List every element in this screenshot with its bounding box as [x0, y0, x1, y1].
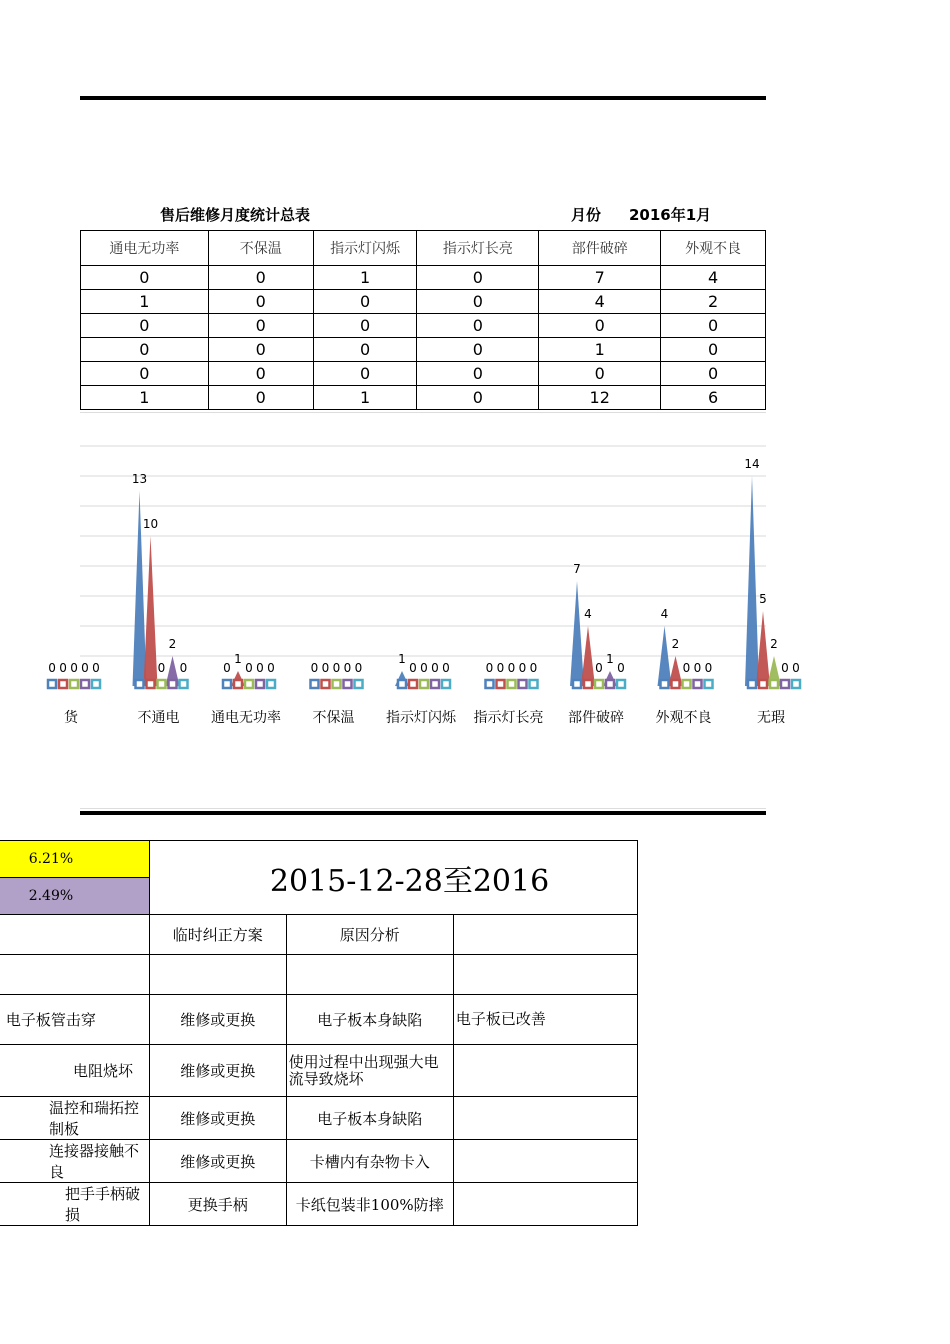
fix-cell: 维修或更换	[149, 995, 286, 1045]
table-cell: 4	[539, 290, 661, 314]
chart-marker	[781, 680, 789, 688]
chart-marker	[519, 680, 527, 688]
table-row	[81, 314, 766, 338]
analysis-cell: 电子板本身缺陷	[286, 995, 453, 1045]
data-label: 0	[431, 661, 439, 675]
chart-marker	[245, 680, 253, 688]
chart-marker	[223, 680, 231, 688]
data-label: 2	[770, 637, 778, 651]
category-label: 不通电	[137, 710, 180, 726]
chart-marker	[311, 680, 319, 688]
data-label: 13	[131, 472, 148, 486]
chart-peak	[144, 536, 158, 686]
data-label: 0	[81, 661, 89, 675]
data-label: 0	[409, 661, 417, 675]
chart-marker	[81, 680, 89, 688]
improvement-cell	[453, 1045, 637, 1097]
chart-marker	[617, 680, 625, 688]
chart-marker	[497, 680, 505, 688]
table-cell: 0	[208, 314, 313, 338]
table-row	[81, 290, 766, 314]
header-temp-fix: 临时纠正方案	[149, 915, 286, 955]
fix-cell: 维修或更换	[149, 1045, 286, 1097]
chart-marker	[267, 680, 275, 688]
data-label: 0	[529, 661, 538, 675]
chart-marker	[59, 680, 67, 688]
rate-2: 2.49%	[0, 878, 149, 915]
data-label: 7	[573, 562, 581, 576]
table-cell: 4	[661, 266, 766, 290]
chart-marker	[158, 680, 166, 688]
data-label: 0	[267, 661, 275, 675]
chart-marker	[792, 680, 800, 688]
data-label: 0	[59, 661, 67, 675]
data-label: 0	[617, 661, 625, 675]
table-row	[81, 338, 766, 362]
table-row	[0, 1140, 638, 1183]
data-label: 5	[759, 592, 767, 606]
table-cell	[0, 955, 149, 995]
chart-marker	[431, 680, 439, 688]
chart-marker	[256, 680, 264, 688]
chart-marker	[322, 680, 330, 688]
analysis-cell: 电子板本身缺陷	[286, 1097, 453, 1140]
category-label: 指示灯长亮	[473, 710, 544, 726]
data-label: 0	[496, 661, 505, 675]
table-row	[0, 955, 638, 995]
data-label: 0	[485, 661, 494, 675]
table-cell: 0	[81, 362, 209, 386]
data-label: 10	[142, 517, 159, 531]
table-cell: 0	[81, 266, 209, 290]
summary-table	[80, 230, 766, 410]
data-label: 1	[234, 652, 242, 666]
chart-marker	[48, 680, 56, 688]
data-label: 4	[584, 607, 592, 621]
table-cell: 2	[661, 290, 766, 314]
data-label: 0	[693, 661, 702, 675]
data-label: 0	[256, 661, 264, 675]
data-label: 2	[671, 637, 680, 651]
chart-marker	[672, 680, 680, 688]
defect-chart	[48, 412, 800, 809]
header-cell: 指示灯闪烁	[313, 231, 417, 266]
category-label: 外观不良	[655, 710, 712, 726]
table-cell: 0	[417, 362, 539, 386]
category-label: 货	[64, 710, 78, 726]
table-row	[81, 386, 766, 410]
chart-marker	[508, 680, 516, 688]
data-label: 0	[792, 661, 800, 675]
header-analysis: 原因分析	[286, 915, 453, 955]
data-label: 0	[92, 661, 100, 675]
chart-marker	[573, 680, 581, 688]
top-rule	[80, 96, 766, 100]
chart-marker	[694, 680, 702, 688]
data-label: 0	[223, 661, 231, 675]
data-label: 0	[781, 661, 789, 675]
table-cell: 1	[81, 386, 209, 410]
table-cell: 0	[81, 338, 209, 362]
chart-marker	[759, 680, 767, 688]
data-label: 0	[310, 661, 319, 675]
issues-section	[5, 840, 766, 1224]
table-cell	[149, 955, 286, 995]
data-label: 0	[321, 661, 330, 675]
table-row	[0, 1045, 638, 1097]
improvement-cell: 电子板已改善	[453, 995, 637, 1045]
table-cell: 0	[313, 314, 417, 338]
improvement-cell	[453, 1140, 637, 1183]
month-label: 月份	[571, 206, 602, 224]
table-cell: 0	[539, 314, 661, 338]
header-cell: 通电无功率	[81, 231, 209, 266]
table-cell: 0	[208, 266, 313, 290]
category-label: 无瑕	[757, 710, 785, 726]
cause-cell: 温控和瑞拓控制板	[0, 1097, 149, 1140]
category-label: 指示灯闪烁	[386, 710, 456, 726]
chart-peak	[756, 611, 770, 686]
fix-cell: 维修或更换	[149, 1097, 286, 1140]
data-label: 0	[343, 661, 352, 675]
table-cell: 0	[417, 386, 539, 410]
improvement-cell	[453, 1097, 637, 1140]
fix-cell: 维修或更换	[149, 1140, 286, 1183]
table-row	[0, 995, 638, 1045]
chart-marker	[355, 680, 363, 688]
table-cell: 0	[661, 362, 766, 386]
category-label: 部件破碎	[568, 710, 624, 726]
chart-marker	[683, 680, 691, 688]
issues-table	[0, 840, 638, 1226]
analysis-cell: 使用过程中出现强大电流导致烧坏	[286, 1045, 453, 1097]
table-cell: 0	[313, 290, 417, 314]
chart-marker	[606, 680, 614, 688]
period-title: 2015-12-28至2016	[149, 841, 637, 915]
summary-header-row	[81, 231, 766, 266]
table-cell: 12	[539, 386, 661, 410]
chart-marker	[420, 680, 428, 688]
chart-marker	[584, 680, 592, 688]
chart-marker	[595, 680, 603, 688]
chart-marker	[234, 680, 242, 688]
table-cell: 0	[208, 338, 313, 362]
data-label: 0	[704, 661, 713, 675]
table-cell: 0	[661, 338, 766, 362]
data-label: 0	[518, 661, 527, 675]
table-cell: 0	[313, 362, 417, 386]
chart-marker	[661, 680, 669, 688]
table-row	[81, 362, 766, 386]
chart-marker	[705, 680, 713, 688]
chart-marker	[486, 680, 494, 688]
data-label: 0	[354, 661, 363, 675]
table-row	[0, 1183, 638, 1226]
chart-marker	[530, 680, 538, 688]
data-label: 0	[507, 661, 516, 675]
table-cell: 6	[661, 386, 766, 410]
chart-marker	[333, 680, 341, 688]
chart-marker	[442, 680, 450, 688]
table-cell: 0	[208, 362, 313, 386]
data-label: 2	[168, 637, 177, 651]
category-label: 通电无功率	[211, 710, 281, 726]
cause-cell: 连接器接触不良	[0, 1140, 149, 1183]
table-cell: 0	[417, 314, 539, 338]
chart-marker	[398, 680, 406, 688]
header-extra	[453, 915, 637, 955]
table-cell	[286, 955, 453, 995]
table-cell: 0	[417, 338, 539, 362]
data-label: 0	[595, 661, 603, 675]
cause-cell: 电子板管击穿	[0, 995, 149, 1045]
table-cell: 0	[539, 362, 661, 386]
chart-svg	[48, 413, 800, 808]
header-cell: 不保温	[208, 231, 313, 266]
table-cell: 0	[81, 314, 209, 338]
data-label: 0	[157, 661, 166, 675]
chart-marker	[344, 680, 352, 688]
fix-cell: 更换手柄	[149, 1183, 286, 1226]
table-cell: 0	[417, 266, 539, 290]
cause-cell: 把手手柄破损	[0, 1183, 149, 1226]
issues-header-row	[0, 915, 638, 955]
table-cell: 0	[417, 290, 539, 314]
table-cell: 1	[81, 290, 209, 314]
data-label: 0	[70, 661, 78, 675]
data-label: 14	[744, 457, 760, 471]
table-row	[81, 266, 766, 290]
chart-marker	[180, 680, 188, 688]
header-cell: 外观不良	[661, 231, 766, 266]
chart-marker	[136, 680, 144, 688]
data-label: 0	[332, 661, 341, 675]
data-label: 0	[245, 661, 253, 675]
table-cell: 1	[539, 338, 661, 362]
analysis-cell: 卡槽内有杂物卡入	[286, 1140, 453, 1183]
table-row	[0, 1097, 638, 1140]
data-label: 0	[420, 661, 428, 675]
table-cell: 0	[313, 338, 417, 362]
chart-peak	[570, 581, 584, 686]
data-label: 0	[179, 661, 188, 675]
header-cause	[0, 915, 149, 955]
data-label: 0	[48, 661, 56, 675]
rate-row-1	[0, 841, 638, 878]
improvement-cell	[453, 1183, 637, 1226]
table-cell: 0	[661, 314, 766, 338]
month-value: 2016年1月	[629, 206, 712, 224]
report-title: 售后维修月度统计总表	[160, 206, 311, 224]
chart-marker	[748, 680, 756, 688]
data-label: 4	[660, 607, 669, 621]
chart-marker	[147, 680, 155, 688]
chart-marker	[770, 680, 778, 688]
chart-marker	[92, 680, 100, 688]
table-cell: 7	[539, 266, 661, 290]
data-label: 1	[606, 652, 614, 666]
table-cell: 0	[208, 290, 313, 314]
analysis-cell: 卡纸包装非100%防摔	[286, 1183, 453, 1226]
chart-marker	[70, 680, 78, 688]
table-cell: 1	[313, 386, 417, 410]
data-label: 1	[398, 652, 406, 666]
cause-cell: 电阻烧坏	[0, 1045, 149, 1097]
data-label: 0	[682, 661, 691, 675]
header-cell: 指示灯长亮	[417, 231, 539, 266]
table-cell: 0	[208, 386, 313, 410]
table-cell	[453, 955, 637, 995]
data-label: 0	[442, 661, 450, 675]
rate-1: 6.21%	[0, 841, 149, 878]
category-label: 不保温	[312, 710, 355, 726]
section-rule	[80, 811, 766, 815]
header-cell: 部件破碎	[539, 231, 661, 266]
chart-marker	[409, 680, 417, 688]
chart-peak	[745, 476, 759, 686]
table-cell: 1	[313, 266, 417, 290]
chart-marker	[169, 680, 177, 688]
